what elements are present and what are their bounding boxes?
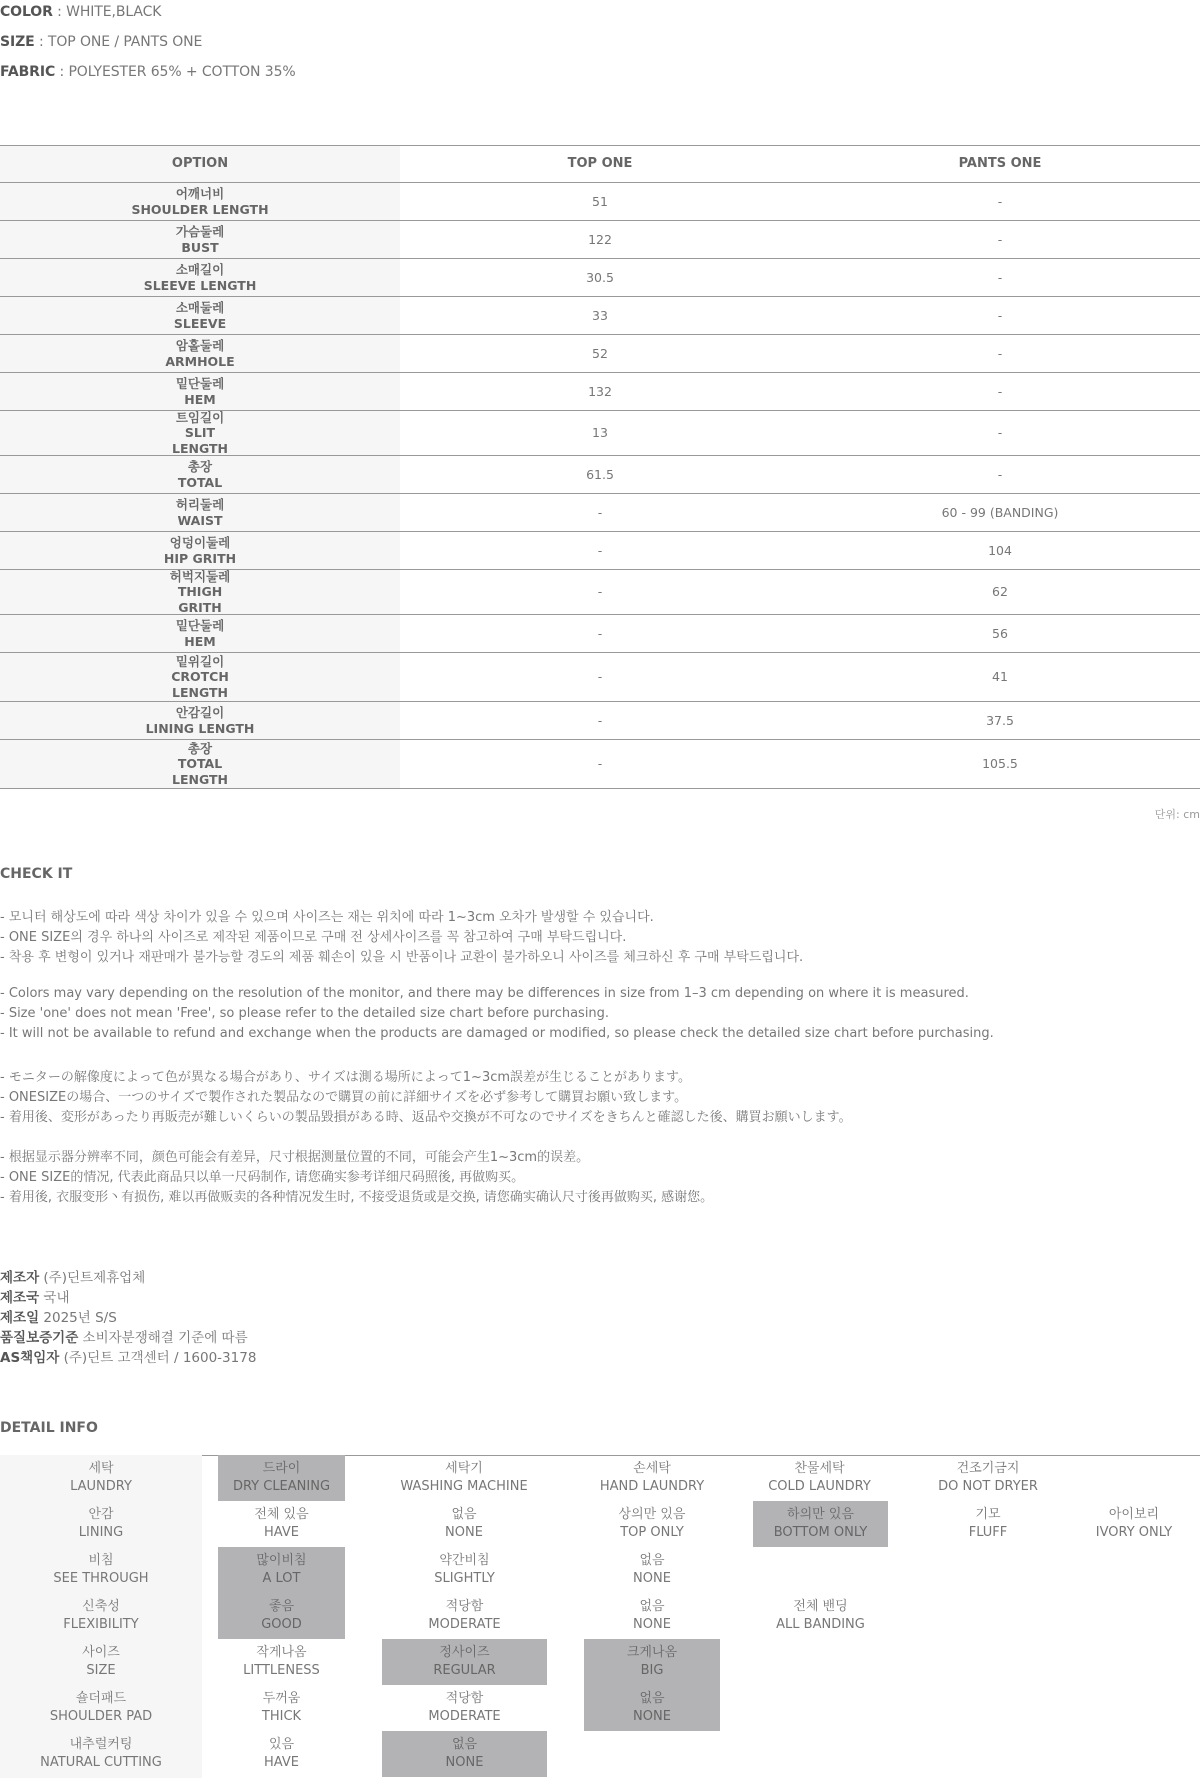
size-table-header <box>0 146 1200 183</box>
detail-row-label <box>0 1455 202 1501</box>
size-row-label <box>0 570 400 614</box>
maker-info-label: 품질보증기준 <box>0 1330 79 1346</box>
detail-option <box>218 1639 345 1685</box>
size-row-label-en: SLEEVE <box>173 315 227 331</box>
size-row-label-ko: 가슴둘레 <box>175 224 225 239</box>
detail-option-en: IVORY ONLY <box>1095 1525 1173 1540</box>
size-row-label-en: TOTAL <box>177 474 223 490</box>
detail-row-label-en: LAUNDRY <box>70 1479 132 1494</box>
detail-option-ko: 없음 <box>639 1691 665 1706</box>
size-row <box>0 532 1200 570</box>
size-row-label <box>0 259 400 296</box>
detail-option-en: BOTTOM ONLY <box>773 1525 868 1540</box>
detail-option-en: HAVE <box>264 1755 299 1770</box>
fabric-spec-value: : POLYESTER 65% + COTTON 35% <box>55 64 296 80</box>
detail-option <box>584 1547 720 1593</box>
size-row <box>0 183 1200 221</box>
check-it-line: - ONE SIZE의 경우 하나의 사이즈로 제작된 제품이므로 구매 전 상세사이즈를 꼭 참고하여 구매 부탁드립니다. <box>0 930 627 945</box>
size-row-top-value: 122 <box>588 231 612 247</box>
size-row <box>0 411 1200 456</box>
size-row-label-ko: 안감길이 <box>175 705 225 720</box>
header-pants-one: PANTS ONE <box>958 156 1042 172</box>
detail-option-ko: 찬물세탁 <box>794 1461 845 1476</box>
detail-option <box>917 1501 1059 1547</box>
detail-option-selected <box>218 1593 345 1639</box>
size-row-top-value: 132 <box>588 383 612 399</box>
size-row <box>0 456 1200 494</box>
detail-option <box>584 1455 720 1501</box>
detail-option-en: NONE <box>633 1617 671 1632</box>
size-row-pants-value: - <box>997 466 1003 482</box>
detail-option-ko: 두꺼움 <box>262 1691 301 1706</box>
detail-option-ko: 있음 <box>268 1737 295 1752</box>
size-row-label <box>0 740 400 788</box>
size-spec-value: : TOP ONE / PANTS ONE <box>34 34 203 50</box>
detail-option <box>394 1455 534 1501</box>
size-row-label-ko: 총장 <box>187 459 213 474</box>
detail-row-label <box>0 1685 202 1731</box>
detail-row-label-en: FLEXIBILITY <box>63 1617 139 1632</box>
size-row-top-value: - <box>597 756 603 772</box>
detail-option-en: ALL BANDING <box>776 1617 865 1632</box>
size-row-pants-value: 60 - 99 (BANDING) <box>941 504 1059 520</box>
detail-row-label-ko: 신축성 <box>82 1599 120 1614</box>
size-spec <box>0 34 202 50</box>
size-row-label-ko: 소매길이 <box>175 262 225 277</box>
detail-option-en: BIG <box>640 1663 664 1678</box>
size-row-pants-value: 104 <box>988 542 1012 558</box>
detail-option-en: MODERATE <box>428 1709 501 1724</box>
size-row-pants-value: 105.5 <box>982 756 1018 772</box>
detail-option-ko: 전체 있음 <box>254 1507 309 1522</box>
size-row-label-ko: 밑위길이 <box>175 653 225 669</box>
detail-option-en: GOOD <box>261 1617 302 1632</box>
detail-option-en: REGULAR <box>433 1663 496 1678</box>
size-row-pants-value: 37.5 <box>986 712 1014 728</box>
detail-option <box>394 1501 534 1547</box>
size-row-label-en: WAIST <box>177 512 223 528</box>
size-row-label-en: SLIT <box>184 425 216 441</box>
size-row <box>0 373 1200 411</box>
detail-option-selected <box>218 1547 345 1593</box>
check-it-line: - 根据显示器分辨率不同，颜色可能会有差异，尺寸根据测量位置的不同，可能会产生1~3cm的误差。 <box>0 1150 590 1165</box>
size-row-label-en: GRITH <box>178 599 222 615</box>
size-row-label <box>0 653 400 701</box>
detail-option <box>917 1455 1059 1501</box>
size-row <box>0 221 1200 259</box>
detail-option-ko: 좋음 <box>268 1599 295 1614</box>
size-row-pants-value: - <box>997 307 1003 323</box>
size-row <box>0 494 1200 532</box>
detail-row-label-ko: 숄더패드 <box>75 1691 127 1706</box>
detail-option-ko: 드라이 <box>262 1461 301 1476</box>
detail-option-ko: 적당함 <box>445 1691 484 1706</box>
detail-option-en: NONE <box>445 1525 483 1540</box>
detail-option-en: MODERATE <box>428 1617 501 1632</box>
detail-option-en: SLIGHTLY <box>434 1571 495 1586</box>
check-it-line: - Size 'one' does not mean 'Free', so please refer to the detailed size chart before purchasing. <box>0 1006 610 1021</box>
size-row-label-en: SLEEVE LENGTH <box>143 277 257 293</box>
detail-option <box>382 1547 547 1593</box>
detail-option-ko: 없음 <box>451 1737 478 1752</box>
maker-info-value: (주)딘트제휴업체 <box>39 1270 146 1286</box>
size-row-label <box>0 297 400 334</box>
detail-option-ko: 작게나옴 <box>256 1645 307 1660</box>
detail-option-ko: 없음 <box>639 1599 665 1614</box>
size-row-label <box>0 335 400 372</box>
maker-info-label: AS책임자 <box>0 1350 60 1366</box>
check-it-line: - 着用後, 衣服变形丶有损伤, 难以再做贩卖的各种情况发生时, 不接受退货或是交换, 请您确实确认尺寸後再做购买, 感谢您。 <box>0 1190 714 1205</box>
detail-row-label <box>0 1547 202 1593</box>
detail-row-label-ko: 안감 <box>88 1507 114 1522</box>
check-it-title: CHECK IT <box>0 866 73 882</box>
size-row <box>0 297 1200 335</box>
detail-option-ko: 상의만 있음 <box>618 1507 686 1522</box>
size-row-label-ko: 소매둘레 <box>175 300 225 315</box>
size-row-pants-value: - <box>997 231 1003 247</box>
detail-option-en: FLUFF <box>968 1525 1008 1540</box>
detail-row-label <box>0 1593 202 1639</box>
size-row <box>0 702 1200 740</box>
detail-option <box>218 1685 345 1731</box>
size-row-top-value: 30.5 <box>586 269 614 285</box>
size-row-label-ko: 허리둘레 <box>175 497 225 512</box>
size-row-pants-value: - <box>997 425 1003 441</box>
fabric-spec <box>0 64 296 80</box>
detail-option <box>753 1593 888 1639</box>
size-spec-label: SIZE <box>0 34 35 50</box>
detail-option-en: A LOT <box>262 1571 301 1586</box>
size-row-label <box>0 373 400 410</box>
detail-option <box>584 1501 720 1547</box>
size-row-top-value: - <box>597 584 603 600</box>
detail-option-en: THICK <box>261 1709 302 1724</box>
size-row-pants-value: 41 <box>992 669 1008 685</box>
size-row <box>0 615 1200 653</box>
size-row-label-en: TOTAL <box>177 756 223 772</box>
detail-option-ko: 없음 <box>639 1553 665 1568</box>
detail-option <box>218 1501 345 1547</box>
detail-info-title: DETAIL INFO <box>0 1420 98 1436</box>
size-row-label <box>0 615 400 652</box>
size-row <box>0 335 1200 373</box>
size-row-label-ko: 밑단둘레 <box>175 376 225 391</box>
maker-info-line <box>0 1346 256 1366</box>
detail-option-selected <box>382 1639 547 1685</box>
detail-row-label-en: SEE THROUGH <box>53 1571 149 1586</box>
size-row-pants-value: - <box>997 383 1003 399</box>
detail-option-en: HAVE <box>264 1525 299 1540</box>
fabric-spec-label: FABRIC <box>0 64 56 80</box>
size-row-label-en: SHOULDER LENGTH <box>131 201 269 217</box>
size-row <box>0 259 1200 297</box>
detail-option-ko: 전체 밴딩 <box>793 1599 848 1614</box>
detail-row-label-en: SIZE <box>86 1663 116 1678</box>
size-row-pants-value: 62 <box>992 584 1008 600</box>
detail-row-label-en: LINING <box>78 1525 124 1540</box>
detail-row-label-ko: 내추럴커팅 <box>69 1737 133 1752</box>
size-row-label-en: THIGH <box>177 584 223 600</box>
size-row-top-value: 33 <box>592 307 608 323</box>
detail-option-selected <box>218 1455 345 1501</box>
size-row-top-value: 51 <box>592 193 608 209</box>
size-row-label-en: BUST <box>181 239 219 255</box>
detail-row-label-en: NATURAL CUTTING <box>40 1755 162 1770</box>
size-row-label-en: HIP GRITH <box>163 550 237 566</box>
size-row-label-en: ARMHOLE <box>165 353 235 369</box>
detail-option <box>382 1593 547 1639</box>
check-it-line: - 착용 후 변형이 있거나 재판매가 불가능할 경도의 제품 훼손이 있을 시 반품이나 교환이 불가하오니 사이즈를 체크하신 후 구매 부탁드립니다. <box>0 950 804 965</box>
detail-option <box>748 1455 891 1501</box>
size-row-pants-value: 56 <box>992 625 1008 641</box>
size-row-label <box>0 702 400 739</box>
size-row-top-value: 13 <box>592 425 608 441</box>
detail-option-en: HAND LAUNDRY <box>599 1479 705 1494</box>
size-row-label-ko: 밑단둘레 <box>175 618 225 633</box>
detail-option-en: LITTLENESS <box>243 1663 320 1678</box>
detail-row-label <box>0 1731 202 1777</box>
size-row-top-value: - <box>597 542 603 558</box>
detail-row-label <box>0 1639 202 1685</box>
maker-info-line <box>0 1306 117 1326</box>
maker-info-value: 소비자분쟁해결 기준에 따름 <box>78 1330 248 1346</box>
check-it-line: - 모니터 해상도에 따라 색상 차이가 있을 수 있으며 사이즈는 재는 위치에 따라 1~3cm 오차가 발생할 수 있습니다. <box>0 910 654 925</box>
size-row <box>0 740 1200 789</box>
maker-info-line <box>0 1286 70 1306</box>
size-row-top-value: - <box>597 625 603 641</box>
detail-option-en: DO NOT DRYER <box>938 1479 1038 1494</box>
size-row-top-value: - <box>597 712 603 728</box>
size-row-label-en: HEM <box>184 633 216 649</box>
size-row-label-ko: 총장 <box>187 740 213 756</box>
detail-row-label <box>0 1501 202 1547</box>
size-row-label-en: CROTCH <box>171 669 229 685</box>
detail-option-ko: 많이비침 <box>256 1553 307 1568</box>
size-row-label-ko: 트임길이 <box>175 409 225 425</box>
color-spec <box>0 4 161 20</box>
size-row-label-en: LINING LENGTH <box>145 720 255 736</box>
detail-row-label-ko: 세탁 <box>88 1461 114 1476</box>
size-row-label <box>0 221 400 258</box>
size-row-label <box>0 494 400 531</box>
detail-option-en: NONE <box>633 1709 671 1724</box>
maker-info-label: 제조국 <box>0 1290 40 1306</box>
detail-row-label-ko: 비침 <box>88 1553 114 1568</box>
detail-option <box>382 1685 547 1731</box>
size-row-label-ko: 암홀둘레 <box>175 338 225 353</box>
detail-option-ko: 손세탁 <box>633 1461 671 1476</box>
color-spec-label: COLOR <box>0 4 53 20</box>
detail-option-ko: 아이보리 <box>1108 1507 1160 1522</box>
size-row-label <box>0 532 400 569</box>
maker-info-line <box>0 1326 248 1346</box>
size-row-top-value: 52 <box>592 345 608 361</box>
detail-row-label-en: SHOULDER PAD <box>49 1709 153 1724</box>
check-it-line: - 着用後、変形があったり再販売が難しいくらいの製品毀損がある時、返品や交換が不可なのでサイズをきちんと確認した後、購買お願いします。 <box>0 1110 852 1125</box>
check-it-line: - ONE SIZE的情况, 代表此商品只以单一尺码制作, 请您确实参考详细尺码照後, 再做购买。 <box>0 1170 525 1185</box>
size-row-top-value: - <box>597 669 603 685</box>
detail-option <box>584 1593 720 1639</box>
detail-option-ko: 세탁기 <box>445 1461 483 1476</box>
size-row-label-ko: 엉덩이둘레 <box>169 535 231 550</box>
detail-option-en: NONE <box>633 1571 671 1586</box>
size-row-pants-value: - <box>997 345 1003 361</box>
detail-option <box>218 1731 345 1777</box>
maker-info-label: 제조자 <box>0 1270 40 1286</box>
size-row-label-ko: 허벅지둘레 <box>169 568 231 584</box>
size-row <box>0 653 1200 702</box>
maker-info-value: 국내 <box>39 1290 70 1306</box>
size-row-label-en: HEM <box>184 391 216 407</box>
check-it-line: - It will not be available to refund and exchange when the products are damaged or modified, so please check the detailed size chart before purchasing. <box>0 1026 994 1041</box>
size-row-top-value: 61.5 <box>586 466 614 482</box>
check-it-line: - モニターの解像度によって色が異なる場合があり、サイズは測る場所によって1~3cm誤差が生じることがあります。 <box>0 1070 691 1085</box>
detail-option-ko: 건조기금지 <box>956 1461 1020 1476</box>
detail-option-selected <box>753 1501 888 1547</box>
detail-option-ko: 약간비침 <box>439 1553 490 1568</box>
size-row-top-value: - <box>597 504 603 520</box>
detail-option-selected <box>584 1639 720 1685</box>
size-table <box>0 145 1200 789</box>
detail-option-en: DRY CLEANING <box>232 1479 331 1494</box>
detail-option-ko: 정사이즈 <box>439 1645 490 1660</box>
size-row-label-en: LENGTH <box>172 684 228 700</box>
size-row <box>0 570 1200 615</box>
check-it-line: - Colors may vary depending on the resolution of the monitor, and there may be differences in size from 1–3 cm depending on where it is measured. <box>0 986 969 1001</box>
unit-note: 단위: cm <box>1154 808 1200 821</box>
color-spec-value: : WHITE,BLACK <box>52 4 162 20</box>
detail-option-ko: 적당함 <box>445 1599 484 1614</box>
detail-option-en: WASHING MACHINE <box>400 1479 528 1494</box>
maker-info-label: 제조일 <box>0 1310 40 1326</box>
detail-option-selected <box>584 1685 720 1731</box>
size-row-pants-value: - <box>997 193 1003 209</box>
maker-info-value: (주)딘트 고객센터 / 1600-3178 <box>59 1350 257 1366</box>
detail-option <box>1057 1501 1200 1547</box>
size-row-label-ko: 어깨너비 <box>175 186 225 201</box>
size-row-label-en: LENGTH <box>172 771 228 787</box>
detail-option-ko: 크게나옴 <box>626 1645 678 1660</box>
detail-row-label-ko: 사이즈 <box>82 1645 120 1660</box>
detail-option-selected <box>382 1731 547 1777</box>
maker-info-line <box>0 1266 145 1286</box>
size-row-label <box>0 456 400 493</box>
maker-info-value: 2025년 S/S <box>39 1310 117 1326</box>
size-row-label-en: LENGTH <box>172 440 228 456</box>
size-row-label <box>0 411 400 455</box>
detail-option-en: TOP ONLY <box>620 1525 684 1540</box>
detail-option-ko: 기모 <box>975 1507 1001 1522</box>
size-row-pants-value: - <box>997 269 1003 285</box>
header-option: OPTION <box>0 146 400 182</box>
detail-option-ko: 없음 <box>451 1507 477 1522</box>
check-it-line: - ONESIZEの場合、一つのサイズで製作された製品なので購買の前に詳細サイズを必ず参考して購買お願い致します。 <box>0 1090 688 1105</box>
header-top-one: TOP ONE <box>567 156 633 172</box>
detail-option-ko: 하의만 있음 <box>787 1507 854 1522</box>
detail-option-en: NONE <box>445 1755 484 1770</box>
size-row-label <box>0 183 400 220</box>
detail-option-en: COLD LAUNDRY <box>768 1479 871 1494</box>
